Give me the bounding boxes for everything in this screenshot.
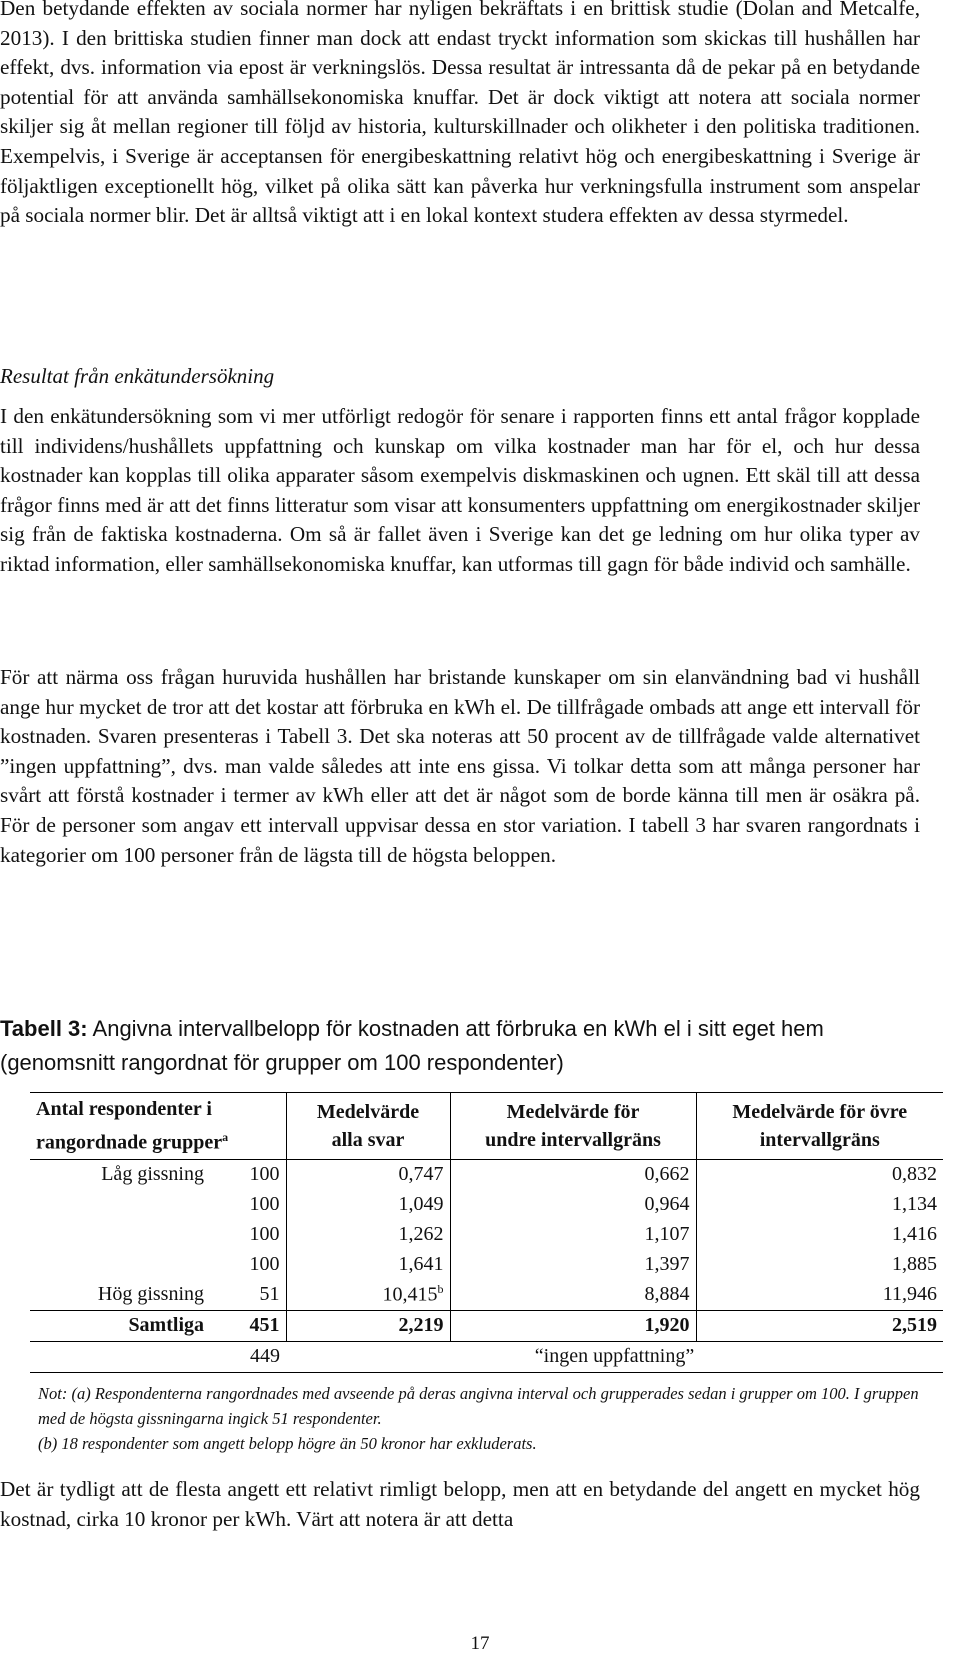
- row-upper: 0,832: [696, 1159, 943, 1190]
- row-label: Hög gissning: [97, 1283, 204, 1306]
- total-count: 451: [210, 1310, 286, 1341]
- row-upper: 1,416: [696, 1220, 943, 1250]
- table-row: [30, 1190, 943, 1220]
- row-mean: 0,747: [286, 1159, 450, 1190]
- cost-estimate-table: [30, 1092, 943, 1373]
- row-lower: 8,884: [450, 1280, 696, 1311]
- row-mean: 1,049: [286, 1190, 450, 1220]
- table-row: [30, 1159, 943, 1190]
- header-respondents: Antal respondenter i rangordnade grupper$^a$: [30, 1093, 286, 1160]
- row-label: [30, 1250, 210, 1280]
- page-number: 17: [470, 1633, 490, 1654]
- total-mean: 2,219: [286, 1310, 450, 1341]
- row-lower: 1,397: [450, 1250, 696, 1280]
- total-lower: 1,920: [450, 1310, 696, 1341]
- total-upper: 2,519: [696, 1310, 943, 1341]
- row-lower: 1,107: [450, 1220, 696, 1250]
- body-paragraph-2: I den enkätundersökning som vi mer utförligt redogör för senare i rapporten finns ett antal frågor kopplade till individens/hushållets uppfattning och kunskap om vilka kostnader man har för el, och hur dessa kostnader kan kopplas till olika apparater såsom exempelvis diskmaskinen och ugnen. Ett skäl till att dessa frågor finns med är att det finns litteratur som visar att konsumenters uppfattning om energikostnader skiljer sig från de faktiska kostnaderna. Om så är fallet även i Sverige kan det ge ledning om hur olika typer av riktad information, eller samhällsekonomiska knuffar, kan utformas till gagn för både individ och samhälle.: [0, 404, 920, 576]
- table-no-opinion-row: [30, 1341, 943, 1372]
- header-mean-upper: Medelvärde för övre intervallgräns: [696, 1093, 943, 1160]
- body-paragraph-1: Den betydande effekten av sociala normer har nyligen bekräftats i en brittisk studie (Dolan and Metcalfe, 2013). I den brittiska studien finner man dock att endast tryckt information som skickas till hushållen har effekt, dvs. information via epost är verkningslös. Dessa resultat är intressanta då de pekar på en betydande potential för att använda samhällsekonomiska knuffar. Det är dock viktigt att notera att sociala normer skiljer sig åt mellan regioner till följd av historia, kulturskillnader och olikheter i den politiska traditionen. Exempelvis, i Sverige är acceptansen för energibeskattning relativt hög och energibeskattning i Sverige är följaktligen exceptionellt hög, vilket på olika sätt kan påverka hur verkningsfulla instrument som anspelar på sociala normer blir. Det är alltså viktigt att i en lokal kontext studera effekten av dessa styrmedel.: [0, 0, 920, 228]
- row-count: 100: [249, 1253, 280, 1276]
- table-caption-text: Angivna intervallbelopp för kostnaden att förbruka en kWh el i sitt eget hem (genomsnitt rangordnat för grupper om 100 respondenter): [0, 1016, 824, 1075]
- row-count: 100: [249, 1223, 280, 1246]
- table-total-row: [30, 1310, 943, 1341]
- table-row: [30, 1220, 943, 1250]
- row-lower: 0,964: [450, 1190, 696, 1220]
- no-opinion-count: 449: [210, 1341, 286, 1372]
- row-count: 100: [249, 1193, 280, 1216]
- table-caption: [0, 1012, 940, 1080]
- row-upper: 1,885: [696, 1250, 943, 1280]
- row-mean: 10,415$^b$: [286, 1280, 450, 1311]
- table-row: [30, 1280, 943, 1311]
- total-label: Samtliga: [30, 1310, 210, 1341]
- row-upper: 11,946: [696, 1280, 943, 1311]
- table-row: [30, 1250, 943, 1280]
- body-paragraph-4: Det är tydligt att de flesta angett ett relativt rimligt belopp, men att en betydande del angett en mycket hög kostnad, cirka 10 kronor per kWh. Värt att notera är att detta: [0, 1477, 920, 1531]
- table-notes: [38, 1381, 948, 1456]
- row-mean: 1,262: [286, 1220, 450, 1250]
- row-mean: 1,641: [286, 1250, 450, 1280]
- no-opinion-label: “ingen uppfattning”: [286, 1341, 943, 1372]
- row-count: 51: [259, 1283, 280, 1306]
- row-lower: 0,662: [450, 1159, 696, 1190]
- table-note-b: (b) 18 respondenter som angett belopp högre än 50 kronor har exkluderats.: [38, 1434, 537, 1453]
- row-upper: 1,134: [696, 1190, 943, 1220]
- table-header-row: [30, 1093, 943, 1160]
- table-note-a: Not: (a) Respondenterna rangordnades med avseende på deras angivna interval och grupperades sedan i grupper om 100. I gruppen med de högsta gissningarna ingick 51 respondenter.: [38, 1384, 919, 1428]
- row-label: [30, 1190, 210, 1220]
- row-label: Låg gissning: [101, 1163, 204, 1186]
- table-caption-label: Tabell 3:: [0, 1016, 88, 1041]
- header-mean-all: Medelvärde alla svar: [286, 1093, 450, 1160]
- header-mean-lower: Medelvärde för undre intervallgräns: [450, 1093, 696, 1160]
- row-label: [30, 1220, 210, 1250]
- section-heading: Resultat från enkätundersökning: [0, 364, 275, 388]
- row-count: 100: [249, 1163, 280, 1186]
- body-paragraph-3: För att närma oss frågan huruvida hushållen har bristande kunskaper om sin elanvändning bad vi hushåll ange hur mycket de tror att det kostar att förbruka en kWh el. De tillfrågade ombads att ange ett intervall för kostnaden. Svaren presenteras i Tabell 3. Det ska noteras att 50 procent av de tillfrågade valde alternativet ”ingen uppfattning”, dvs. man valde således att inte ens gissa. Vi tolkar detta som att många personer har svårt att förstå kostnader i termer av kWh eller att det är något som de borde känna till men är osäkra på. För de personer som angav ett intervall uppvisar dessa en stor variation. I tabell 3 har svaren rangordnats i kategorier om 100 personer från de lägsta till de högsta beloppen.: [0, 665, 920, 867]
